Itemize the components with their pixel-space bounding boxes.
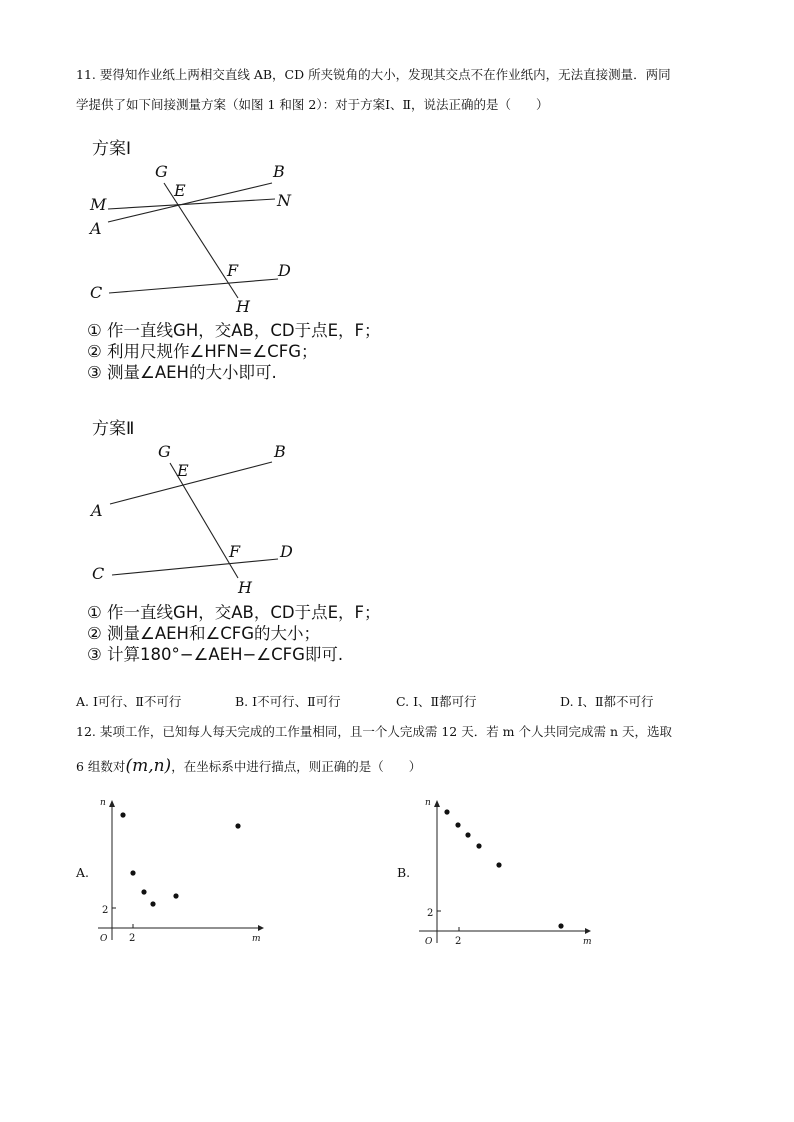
plan1-figure (108, 183, 278, 298)
label-h: H (236, 297, 250, 316)
plan2-step-2: ② 测量∠AEH和∠CFG的大小； (87, 624, 321, 643)
point (558, 923, 563, 928)
origin-label: O (100, 934, 108, 944)
x-tick-label: 2 (455, 936, 462, 947)
y-arrow-icon (434, 800, 440, 807)
plan1-title: 方案Ⅰ (92, 139, 132, 159)
pair-mn: (m,n) (125, 756, 172, 776)
label-d: D (280, 542, 293, 561)
plan2-figure (110, 462, 278, 578)
point (150, 901, 155, 906)
origin-label: O (425, 937, 433, 947)
y-axis-label: n (425, 798, 431, 808)
graph-b-label[interactable]: B. (397, 865, 411, 880)
q12-line2 (76, 757, 756, 776)
label-a: A (90, 219, 102, 238)
label-d: D (278, 261, 291, 280)
points (444, 809, 563, 928)
line-gh-2 (170, 463, 238, 578)
y-axis-label: n (100, 798, 106, 808)
plan2-step-1: ① 作一直线GH，交AB，CD于点E，F； (87, 603, 381, 622)
x-axis-label: m (583, 937, 592, 947)
label-m: M (90, 195, 107, 214)
plan1-step-1: ① 作一直线GH，交AB，CD于点E，F； (87, 321, 381, 340)
line-ab-1 (108, 183, 272, 222)
plan1-step-3: ③ 测量∠AEH的大小即可. (87, 363, 277, 382)
point (130, 870, 135, 875)
plan2-steps (87, 602, 380, 665)
option-d[interactable]: D. Ⅰ、Ⅱ都不可行 (560, 694, 654, 709)
label-c: C (92, 564, 105, 583)
y-tick-label: 2 (102, 905, 109, 916)
label-e: E (177, 461, 189, 480)
y-arrow-icon (109, 800, 115, 807)
point (141, 889, 146, 894)
plan2-title: 方案Ⅱ (92, 419, 135, 439)
q12-line2-pre: 6 组数对 (76, 759, 126, 774)
graph-b (415, 793, 600, 953)
label-f: F (229, 542, 241, 561)
label-e: E (174, 181, 186, 200)
line-cd-2 (112, 559, 278, 575)
plan1-steps (87, 320, 380, 383)
x-arrow-icon (258, 925, 264, 931)
point (120, 812, 125, 817)
label-h: H (238, 578, 252, 597)
label-c: C (90, 283, 103, 302)
x-arrow-icon (585, 928, 591, 934)
q11-line1: 11. 要得知作业纸上两相交直线 AB，CD 所夹锐角的大小，发现其交点不在作业纸内，无法直接测量．两同 (76, 67, 671, 82)
label-f: F (227, 261, 239, 280)
line-mn (108, 199, 275, 209)
label-b: B (273, 162, 285, 181)
point (465, 832, 470, 837)
y-tick-label: 2 (427, 908, 434, 919)
option-b[interactable]: B. Ⅰ不可行、Ⅱ可行 (235, 694, 341, 709)
q12-line1: 12. 某项工作，已知每人每天完成的工作量相同，且一个人完成需 12 天．若 m 个人共同完成需 n 天，选取 (76, 724, 673, 739)
point (444, 809, 449, 814)
x-axis-label: m (252, 934, 261, 944)
graph-a-label[interactable]: A. (76, 865, 90, 880)
label-a: A (91, 501, 103, 520)
plan1-step-2: ② 利用尺规作∠HFN=∠CFG； (87, 342, 318, 361)
point (455, 822, 460, 827)
label-g: G (155, 162, 168, 181)
plan2-step-3: ③ 计算180°−∠AEH−∠CFG即可. (87, 645, 344, 664)
point (476, 843, 481, 848)
point (496, 862, 501, 867)
option-c[interactable]: C. Ⅰ、Ⅱ都可行 (396, 694, 477, 709)
q12-line2-post: ，在坐标系中进行描点，则正确的是（ ） (171, 759, 422, 774)
point (235, 823, 240, 828)
label-g: G (158, 442, 171, 461)
x-tick-label: 2 (129, 933, 136, 944)
point (173, 893, 178, 898)
points (120, 812, 240, 906)
label-b: B (274, 442, 286, 461)
line-cd-1 (109, 279, 278, 293)
option-a[interactable]: A. Ⅰ可行、Ⅱ不可行 (76, 694, 182, 709)
label-n: N (277, 191, 291, 210)
graph-a (90, 795, 275, 950)
q11-line2: 学提供了如下间接测量方案（如图 1 和图 2）：对于方案Ⅰ、Ⅱ，说法正确的是（ ） (76, 97, 549, 112)
